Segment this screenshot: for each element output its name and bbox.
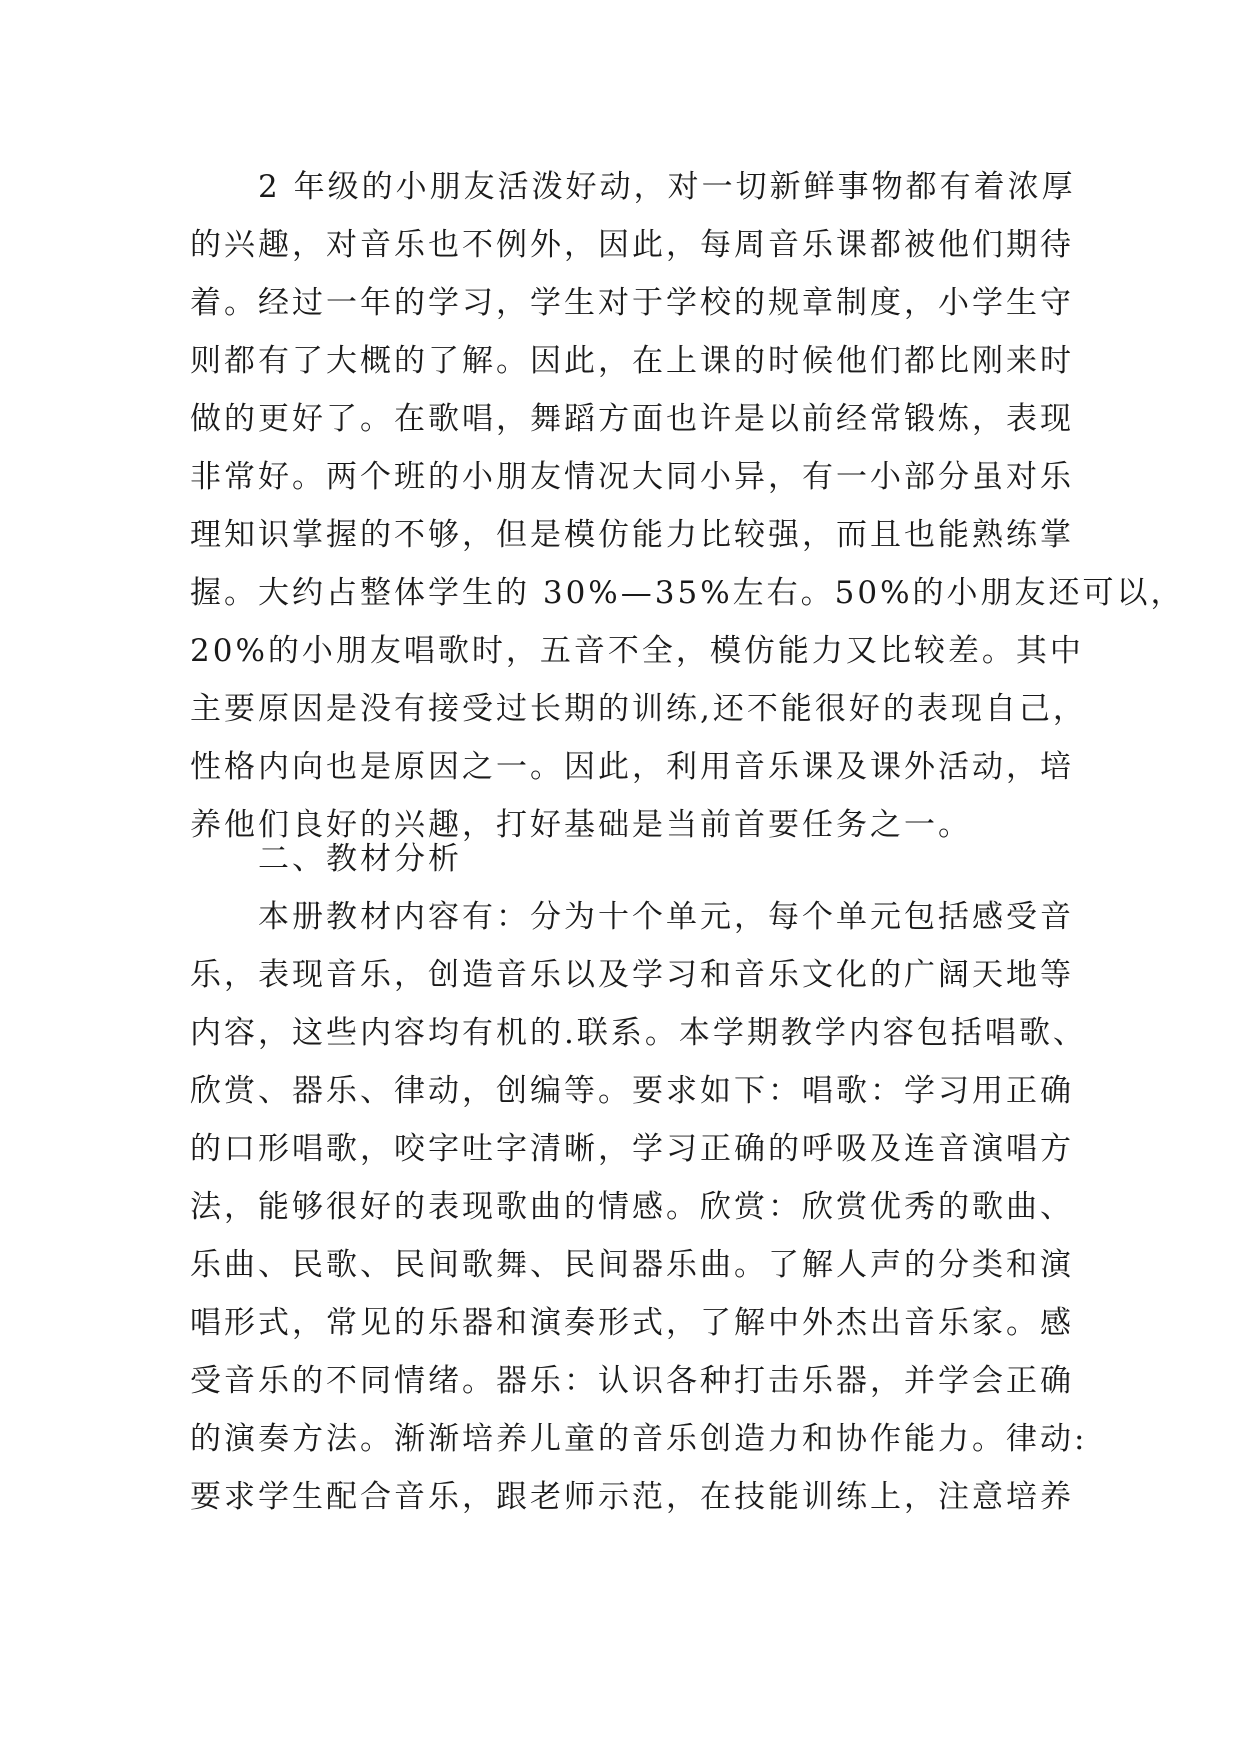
text-line: 唱形式，常见的乐器和演奏形式，了解中外杰出音乐家。感	[190, 1305, 1074, 1341]
text-line: 主要原因是没有接受过长期的训练,还不能很好的表现自己，	[190, 691, 1087, 727]
section-heading-text: 二、教材分析	[190, 841, 462, 877]
text-line: 乐，表现音乐，创造音乐以及学习和音乐文化的广阔天地等	[190, 957, 1074, 993]
text-line: 养他们良好的兴趣，打好基础是当前首要任务之一。	[190, 807, 972, 843]
paragraph-textbook-analysis	[190, 888, 1088, 1526]
text-line: 握。大约占整体学生的 30%—35%左右。50%的小朋友还可以，	[190, 575, 1185, 611]
text-line: 的口形唱歌，咬字吐字清晰，学习正确的呼吸及连音演唱方	[190, 1131, 1074, 1167]
text-line: 2 年级的小朋友活泼好动，对一切新鲜事物都有着浓厚	[190, 169, 1076, 205]
text-line: 则都有了大概的了解。因此，在上课的时候他们都比刚来时	[190, 343, 1074, 379]
text-line: 非常好。两个班的小朋友情况大同小异，有一小部分虽对乐	[190, 459, 1074, 495]
text-line: 做的更好了。在歌唱，舞蹈方面也许是以前经常锻炼，表现	[190, 401, 1074, 437]
text-line: 20%的小朋友唱歌时，五音不全，模仿能力又比较差。其中	[190, 633, 1084, 669]
paragraph-student-analysis	[190, 158, 1185, 854]
text-line: 要求学生配合音乐，跟老师示范，在技能训练上，注意培养	[190, 1479, 1074, 1515]
text-line: 内容，这些内容均有机的.联系。本学期教学内容包括唱歌、	[190, 1015, 1087, 1051]
text-line: 欣赏、器乐、律动，创编等。要求如下：唱歌：学习用正确	[190, 1073, 1074, 1109]
text-line: 着。经过一年的学习，学生对于学校的规章制度，小学生守	[190, 285, 1074, 321]
section-heading	[190, 830, 1060, 888]
text-line: 性格内向也是原因之一。因此，利用音乐课及课外活动，培	[190, 749, 1074, 785]
text-line: 理知识掌握的不够，但是模仿能力比较强，而且也能熟练掌	[190, 517, 1074, 553]
text-line: 法，能够很好的表现歌曲的情感。欣赏：欣赏优秀的歌曲、	[190, 1189, 1074, 1225]
text-line: 的演奏方法。渐渐培养儿童的音乐创造力和协作能力。律动:	[190, 1421, 1088, 1457]
text-line: 乐曲、民歌、民间歌舞、民间器乐曲。了解人声的分类和演	[190, 1247, 1074, 1283]
text-line: 本册教材内容有：分为十个单元，每个单元包括感受音	[190, 899, 1074, 935]
text-line: 受音乐的不同情绪。器乐：认识各种打击乐器，并学会正确	[190, 1363, 1074, 1399]
text-line: 的兴趣，对音乐也不例外，因此，每周音乐课都被他们期待	[190, 227, 1074, 263]
